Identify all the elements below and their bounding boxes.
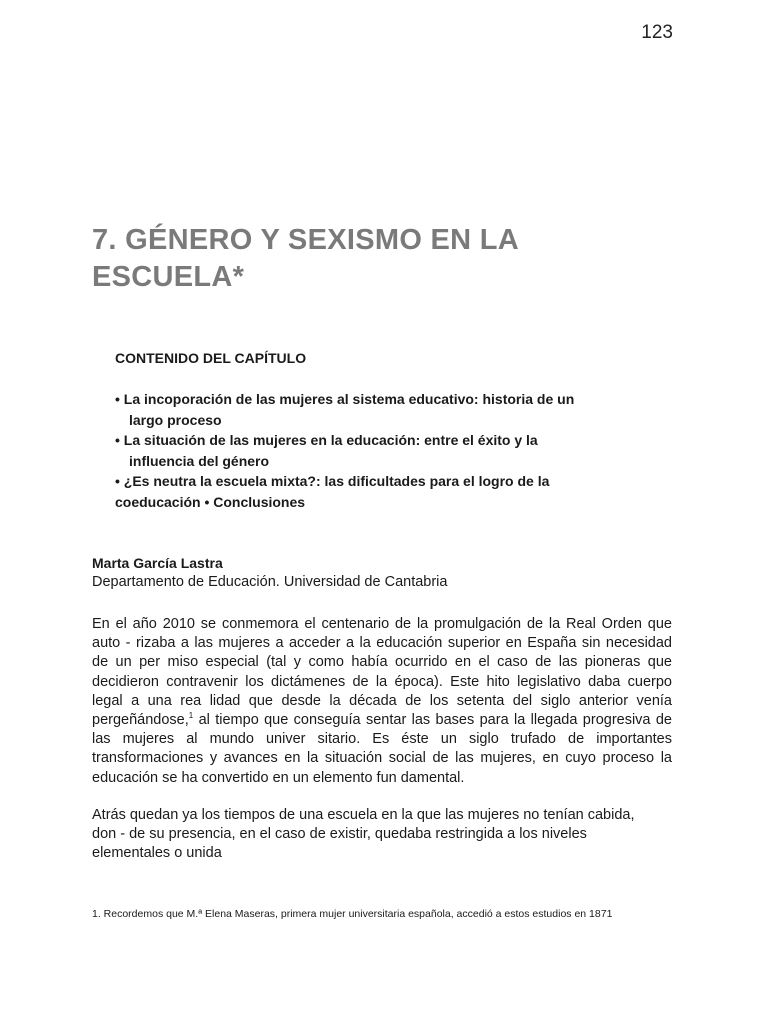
paragraph-line: de un per miso especial (tal y como había ocurrido en el caso de las pioneras que bbox=[92, 654, 672, 671]
chapter-title-line: 7. GÉNERO Y SEXISMO EN LA bbox=[92, 224, 520, 256]
paragraph-line: don - de su presencia, en el caso de existir, quedaba restringida a los niveles bbox=[92, 826, 587, 843]
paragraph-text: al tiempo que conseguía sentar las bases para la llegada progresiva de bbox=[193, 712, 672, 729]
contents-item: coeducación • Conclusiones bbox=[115, 493, 306, 510]
paragraph-line: transformaciones y avances en la situación social de las mujeres, en cuyo proceso la bbox=[92, 750, 672, 767]
paragraph-line: elementales o unida bbox=[92, 845, 222, 862]
body-paragraph bbox=[92, 806, 672, 864]
contents-item: • La incoporación de las mujeres al sistema educativo: historia de un bbox=[115, 391, 575, 407]
chapter-title-line: ESCUELA* bbox=[92, 261, 245, 293]
page-number: 123 bbox=[641, 22, 673, 43]
footnote: 1. Recordemos que M.ª Elena Maseras, primera mujer universitaria española, accedió a estos estudios en 1871 bbox=[92, 908, 613, 920]
contents-item: • La situación de las mujeres en la educación: entre el éxito y la bbox=[115, 432, 538, 448]
author-name: Marta García Lastra bbox=[92, 555, 223, 571]
paragraph-line: auto - rizaba a las mujeres a acceder a la educación superior en España sin necesidad bbox=[92, 635, 672, 652]
paragraph-line: las mujeres al mundo univer sitario. Es éste un siglo trufado de importantes bbox=[92, 731, 672, 748]
body-paragraph bbox=[92, 615, 672, 788]
author-department: Departamento de Educación. Universidad de Cantabria bbox=[92, 574, 448, 590]
paragraph-line: Atrás quedan ya los tiempos de una escuela en la que las mujeres no tenían cabida, bbox=[92, 807, 635, 823]
paragraph-line: legal a una rea lidad que desde la década de los setenta del siglo anterior venía bbox=[92, 692, 672, 709]
paragraph-line: decidieron contravenir los dictámenes de la época). Este hito legislativo daba cuerpo bbox=[92, 673, 672, 690]
paragraph-text: pergeñándose, bbox=[92, 712, 189, 729]
contents-item-continuation: influencia del género bbox=[129, 452, 270, 469]
contents-heading: CONTENIDO DEL CAPÍTULO bbox=[115, 350, 307, 366]
contents-list bbox=[115, 389, 635, 512]
footnote-reference[interactable]: 1 bbox=[188, 711, 194, 721]
paragraph-line: educación se ha convertido en un elemento fun damental. bbox=[92, 769, 465, 786]
paragraph-line bbox=[92, 711, 672, 730]
contents-item-continuation: largo proceso bbox=[129, 411, 222, 428]
paragraph-line: En el año 2010 se conmemora el centenario de la promulgación de la Real Orden que bbox=[92, 616, 672, 632]
contents-item: • ¿Es neutra la escuela mixta?: las dificultades para el logro de la bbox=[115, 473, 550, 489]
chapter-title bbox=[92, 222, 652, 296]
